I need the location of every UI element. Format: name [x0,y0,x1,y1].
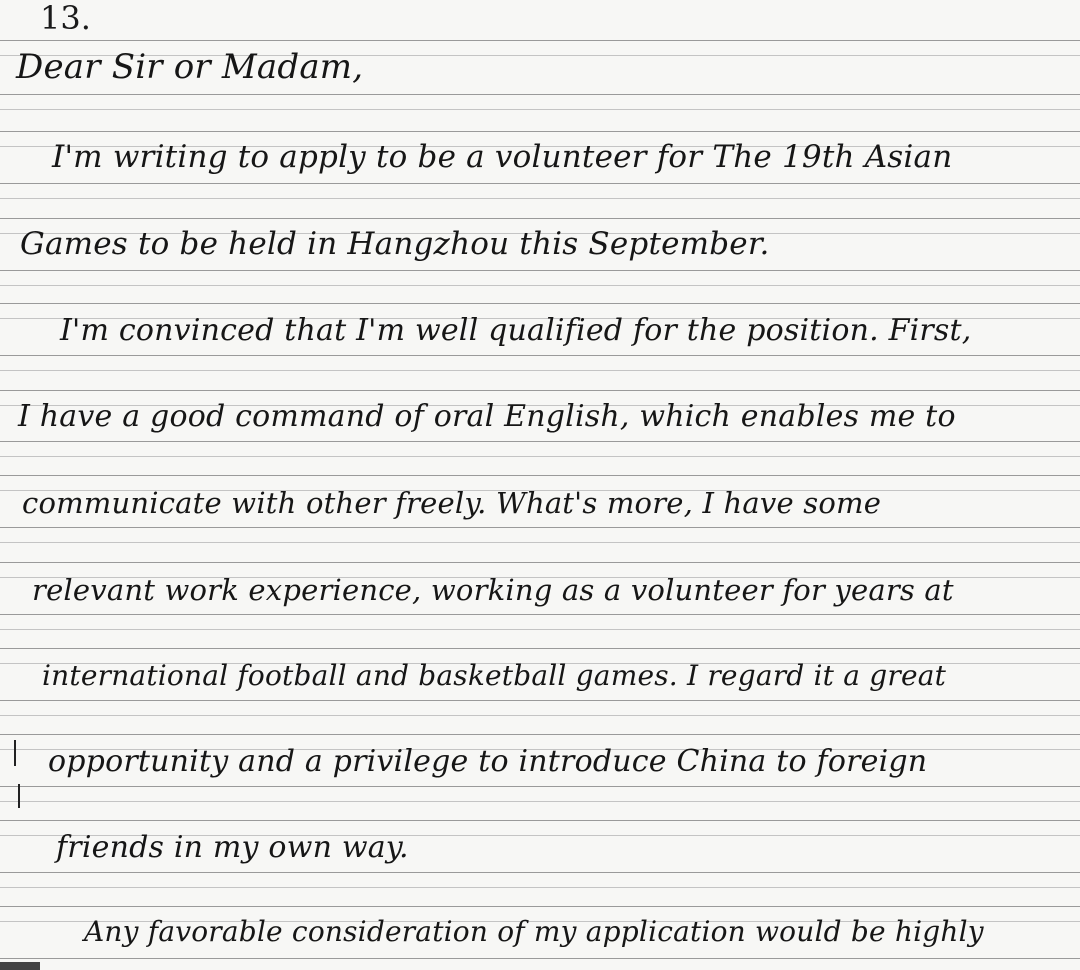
ruled-line [0,648,1080,649]
ruled-line [0,370,1080,371]
letter-line: I'm writing to apply to be a volunteer for The 19th Asian [52,139,953,175]
page-edge-shadow [0,962,40,970]
ruled-line [0,198,1080,199]
ruled-line [0,700,1080,701]
ruled-line [0,456,1080,457]
letter-line: opportunity and a privilege to introduce China to foreign [48,744,928,779]
margin-mark [14,740,16,766]
ruled-line [0,786,1080,787]
ruled-line [0,355,1080,356]
letter-line: Any favorable consideration of my application would be highly [84,915,984,948]
ruled-line [0,109,1080,110]
letter-line: Games to be held in Hangzhou this September. [20,226,770,262]
ruled-line [0,270,1080,271]
ruled-line [0,820,1080,821]
letter-line: friends in my own way. [56,830,409,865]
ruled-line [0,958,1080,959]
ruled-line [0,441,1080,442]
ruled-line [0,542,1080,543]
ruled-line [0,285,1080,286]
letter-line: relevant work experience, working as a volunteer for years at [32,573,954,607]
ruled-line [0,131,1080,132]
ruled-line [0,801,1080,802]
ruled-line [0,183,1080,184]
ruled-line [0,872,1080,873]
ruled-line [0,715,1080,716]
ruled-line [0,887,1080,888]
margin-mark [18,784,20,808]
ruled-line [0,527,1080,528]
ruled-line [0,40,1080,41]
ruled-line [0,629,1080,630]
ruled-line [0,475,1080,476]
ruled-line [0,390,1080,391]
page-number: 13. [40,0,91,37]
salutation-line: Dear Sir or Madam, [16,47,364,87]
ruled-line [0,906,1080,907]
ruled-line [0,734,1080,735]
ruled-line [0,562,1080,563]
ruled-line [0,614,1080,615]
letter-line: I have a good command of oral English, which enables me to [18,399,956,434]
ruled-line [0,218,1080,219]
letter-line: international football and basketball games. I regard it a great [42,659,947,692]
ruled-line [0,303,1080,304]
ruled-line [0,94,1080,95]
letter-line: communicate with other freely. What's more, I have some [22,486,882,520]
letter-line: I'm convinced that I'm well qualified for the position. First, [60,313,972,348]
